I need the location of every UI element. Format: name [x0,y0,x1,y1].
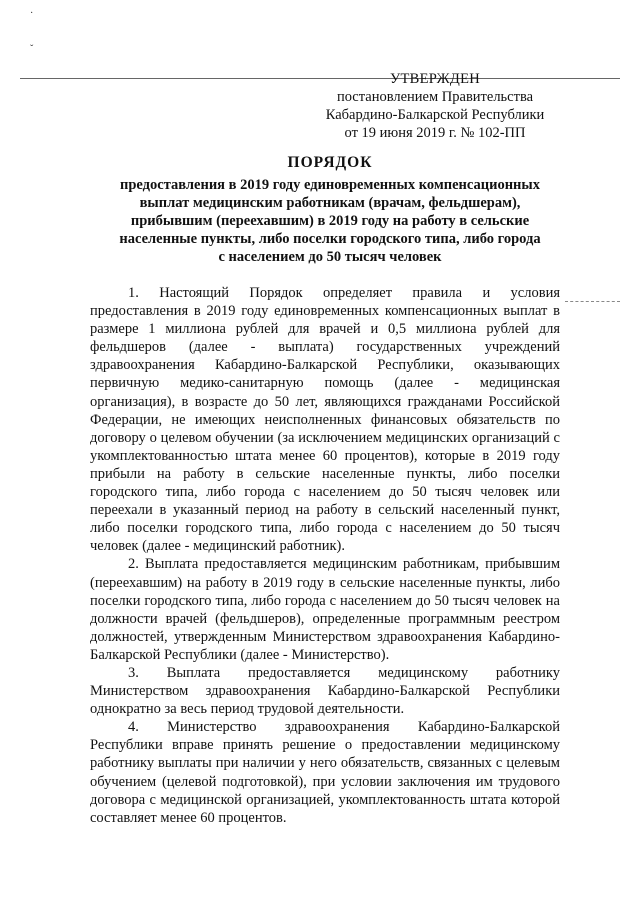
subtitle-line: прибывшим (переехавшим) в 2019 году на работу в сельские [130,213,530,229]
approved-label: УТВЕРЖДЕН [389,71,481,87]
paragraph: 3. Выплата предоставляется медицинскому работнику Министерством здравоохранения Кабардино-Балкарской Республики однократно за весь период трудовой деятельности. [90,664,560,718]
subtitle-line: населенные пункты, либо поселки городского типа, либо города [119,231,541,247]
subtitle-line: с населением до 50 тысяч человек [218,249,442,265]
document-heading [50,154,610,266]
subtitle-line: предоставления в 2019 году единовременных компенсационных [120,177,540,193]
document-title: ПОРЯДОК [287,154,373,171]
scan-mark: · [30,8,34,19]
approval-stamp [300,70,570,142]
scan-dash [565,301,620,302]
approval-date: от 19 июня 2019 г. № 102-ПП [344,125,526,141]
subtitle-line: выплат медицинским работникам (врачам, фельдшерам), [139,195,521,211]
document-body [90,284,560,827]
paragraph: 2. Выплата предоставляется медицинским работникам, прибывшим (переехавшим) на работу в 2019 году в сельские населенные пункты, либо поселки городского типа, либо города с населением до 50 тысяч человек на должности врачей (фельдшеров), определенные программным реестром должностей, утвержденным Министерством здравоохранения Кабардино-Балкарской Республики (далее - Министерство). [90,556,560,663]
paragraph: 4. Министерство здравоохранения Кабардино-Балкарской Республики вправе принять решение о предоставлении медицинскому работнику выплаты при наличии у него обязательств, связанных с целевым обучением (целевой подготовкой), при условии заключения им трудового договора с медицинской организацией, укомплектованность штата которой составляет менее 60 процентов. [90,719,560,826]
approval-line: постановлением Правительства [336,89,534,105]
approval-line: Кабардино-Балкарской Республики [325,107,545,123]
document-subtitle [50,176,610,266]
scan-mark: ˇ [30,44,34,55]
paragraph: 1. Настоящий Порядок определяет правила и условия предоставления в 2019 году единовременных компенсационных выплат в размере 1 миллиона рублей для врачей и 0,5 миллиона рублей для фельдшеров (далее - выплата) государственных учреждений здравоохранения Кабардино-Балкарской Республики, оказывающих первичную медико-санитарную помощь (далее - медицинская организация), в возрасте до 50 лет, являющихся гражданами Российской Федерации, не имеющих неисполненных финансовых обязательств по договору о целевом обучении (за исключением медицинских организаций с укомплектованностью штата менее 60 процентов), которые в 2019 году прибыли на работу в сельские населенные пункты, либо поселки городского типа, либо города с населением до 50 тысяч человек или переехали в указанный период на работу в сельский населенный пункт, либо поселки городского типа, либо города с населением до 50 тысяч человек (далее - медицинский работник). [90,285,560,555]
